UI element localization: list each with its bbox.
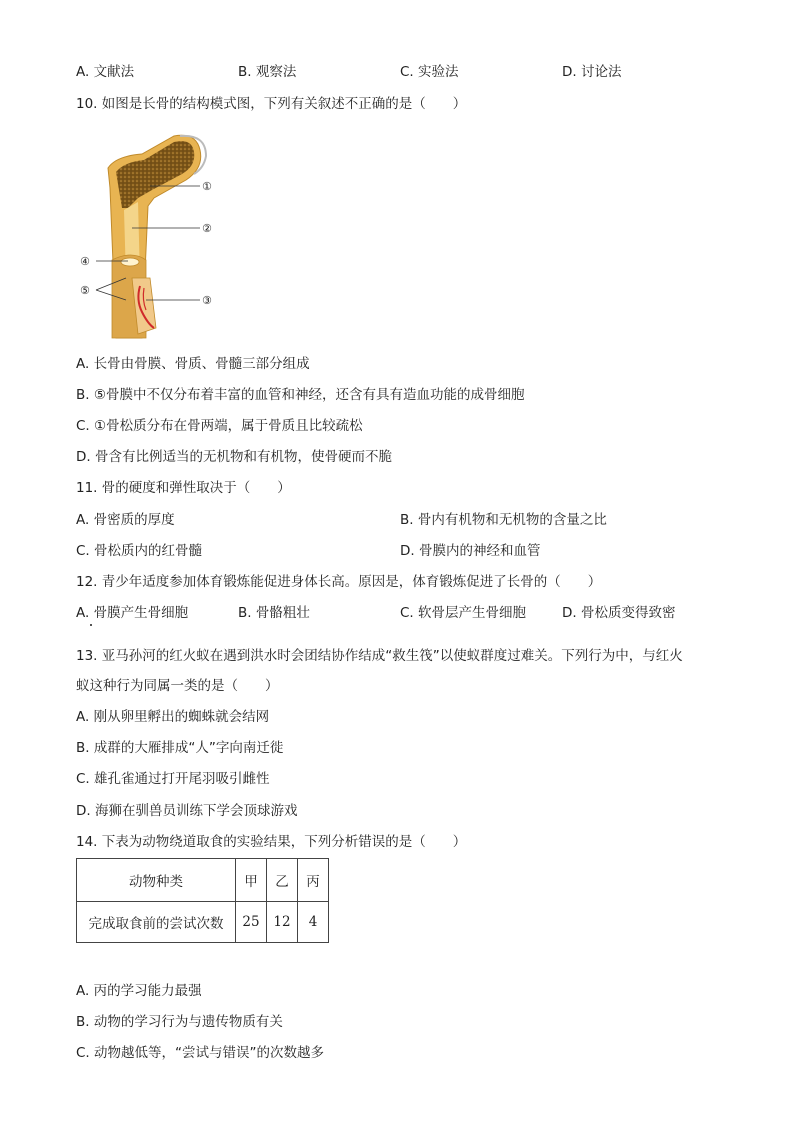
q10-option-c: C. ①骨松质分布在骨两端，属于骨质且比较疏松 [76,418,363,434]
q12-option-b: B. 骨骼粗壮 [238,605,310,621]
q13-option-c: C. 雄孔雀通过打开尾羽吸引雌性 [76,771,270,787]
table-header-cell: 动物种类 [77,859,236,902]
table-header-cell: 丙 [298,859,329,902]
q13-stem-line2: 蚁这种行为同属一类的是（ ） [76,678,279,694]
marrow-cross-section [121,258,139,266]
table-cell: 完成取食前的尝试次数 [77,902,236,943]
table-cell: 12 [267,902,298,943]
q13-option-d: D. 海狮在驯兽员训练下学会顶球游戏 [76,803,298,819]
q9-option-d: D. 讨论法 [562,64,622,80]
q12-stem: 12. 青少年适度参加体育锻炼能促进身体长高。原因是，体育锻炼促进了长骨的（ ） [76,574,602,590]
table-row [77,859,329,902]
q13-option-b: B. 成群的大雁排成“人”字向南迁徙 [76,740,284,756]
table-header-cell: 乙 [267,859,298,902]
q9-option-b: B. 观察法 [238,64,297,80]
q14-stem: 14. 下表为动物绕道取食的实验结果，下列分析错误的是（ ） [76,834,467,850]
q12-option-a: A. 骨膜产生骨细胞 [76,605,189,621]
q13-option-a: A. 刚从卵里孵出的蜘蛛就会结网 [76,709,270,725]
q12-option-d: D. 骨松质变得致密 [562,605,676,621]
q11-option-a: A. 骨密质的厚度 [76,512,175,528]
q14-option-c: C. 动物越低等，“尝试与错误”的次数越多 [76,1045,324,1061]
label-1: ① [202,180,212,193]
q13-stem-line1: 13. 亚马孙河的红火蚁在遇到洪水时会团结协作结成“救生筏”以使蚁群度过难关。下列行为中，与红火 [76,648,683,664]
q9-option-a: A. 文献法 [76,64,135,80]
q11-option-d: D. 骨膜内的神经和血管 [400,543,541,559]
label-2: ② [202,222,212,235]
label-4: ④ [80,255,90,268]
q12-option-c: C. 软骨层产生骨细胞 [400,605,527,621]
table-cell: 4 [298,902,329,943]
table-row [77,902,329,943]
q11-option-c: C. 骨松质内的红骨髓 [76,543,203,559]
long-bone-figure [76,128,236,343]
q10-stem: 10. 如图是长骨的结构模式图，下列有关叙述不正确的是（ ） [76,96,467,112]
q14-data-table [76,858,329,943]
label-3: ③ [202,294,212,307]
stray-mark [90,624,92,626]
label-5: ⑤ [80,284,90,297]
q10-option-a: A. 长骨由骨膜、骨质、骨髓三部分组成 [76,356,310,372]
q11-stem: 11. 骨的硬度和弹性取决于（ ） [76,480,291,496]
table-cell: 25 [236,902,267,943]
q10-option-d: D. 骨含有比例适当的无机物和有机物，使骨硬而不脆 [76,449,392,465]
table-header-cell: 甲 [236,859,267,902]
q9-option-c: C. 实验法 [400,64,459,80]
q11-option-b: B. 骨内有机物和无机物的含量之比 [400,512,607,528]
q14-option-a: A. 丙的学习能力最强 [76,983,202,999]
q10-option-b: B. ⑤骨膜中不仅分布着丰富的血管和神经，还含有具有造血功能的成骨细胞 [76,387,525,403]
q14-option-b: B. 动物的学习行为与遗传物质有关 [76,1014,283,1030]
